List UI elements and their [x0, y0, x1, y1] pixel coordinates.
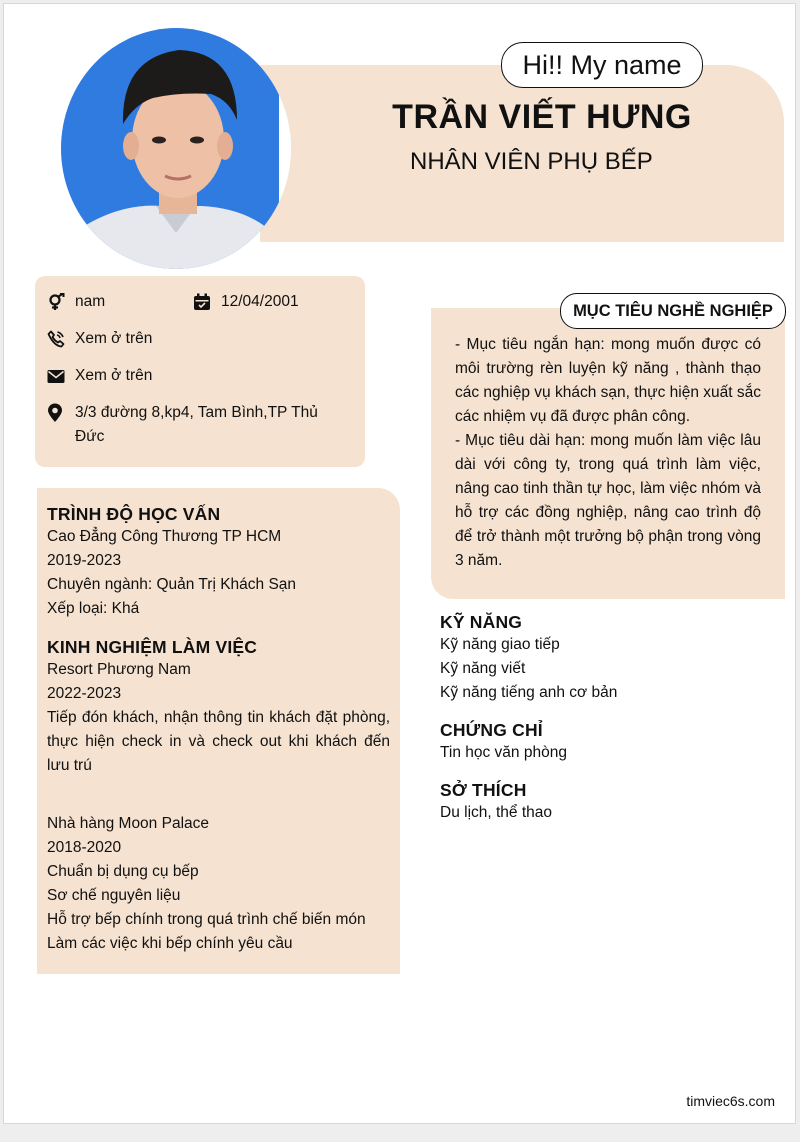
- profile-photo: [61, 28, 291, 269]
- job-2-duty: Sơ chế nguyên liệu: [47, 887, 181, 904]
- skill-item: Kỹ năng tiếng anh cơ bản: [440, 684, 618, 701]
- education-major: Chuyên ngành: Quản Trị Khách Sạn: [47, 576, 297, 593]
- phone-value: Xem ở trên: [75, 330, 153, 347]
- job-2-duty: Chuẩn bị dụng cụ bếp: [47, 863, 199, 880]
- job-2-years: 2018-2020: [47, 839, 122, 856]
- contact-gender: [47, 290, 105, 314]
- location-icon: [47, 401, 67, 425]
- education-years: 2019-2023: [47, 552, 122, 569]
- job-2-place: Nhà hàng Moon Palace: [47, 815, 210, 832]
- address-line-1: 3/3 đường 8,kp4, Tam Bình,TP Thủ: [75, 404, 318, 421]
- job-1-years: 2022-2023: [47, 685, 122, 702]
- mail-icon: [47, 364, 67, 388]
- job-2-duty: Làm các việc khi bếp chính yêu cầu: [47, 935, 293, 952]
- hobby-item: Du lịch, thể thao: [440, 804, 553, 821]
- gender-icon: [47, 290, 67, 314]
- education-school: Cao Đẳng Công Thương TP HCM: [47, 528, 282, 545]
- experience-title: KINH NGHIỆM LÀM VIỆC: [47, 637, 258, 657]
- email-value: Xem ở trên: [75, 367, 153, 384]
- certificate-item: Tin học văn phòng: [440, 744, 567, 761]
- job-1-description: Tiếp đón khách, nhận thông tin khách đặt phòng, thực hiện check in và check out khi khách đến lưu trú: [47, 709, 390, 774]
- skills-title: KỸ NĂNG: [440, 612, 523, 632]
- job-title: NHÂN VIÊN PHỤ BẾP: [410, 148, 653, 175]
- person-name: TRẦN VIẾT HƯNG: [392, 98, 692, 136]
- education-title: TRÌNH ĐỘ HỌC VẤN: [47, 504, 221, 524]
- hobbies-title: SỞ THÍCH: [440, 780, 527, 800]
- left-section-box: [37, 488, 400, 974]
- calendar-icon: [193, 290, 213, 314]
- phone-icon: [47, 327, 67, 351]
- objective-short-term: - Mục tiêu ngắn hạn: mong muốn được có môi trường rèn luyện kỹ năng , thành thạo các nghiệp vụ khách sạn, thực hiện xuất sắc các nhiệm vụ đã được phân công.: [455, 336, 761, 425]
- contact-birthday: [193, 290, 299, 314]
- job-1-place: Resort Phương Nam: [47, 661, 191, 678]
- footer-brand: timviec6s.com: [686, 1093, 775, 1109]
- education-grade: Xếp loại: Khá: [47, 600, 140, 617]
- contact-email: [47, 364, 152, 388]
- certificates-title: CHỨNG CHỈ: [440, 720, 543, 740]
- contact-box: [35, 276, 365, 467]
- objective-text: [455, 333, 761, 573]
- job-2-duty: Hỗ trợ bếp chính trong quá trình chế biến món: [47, 911, 366, 928]
- greeting-bubble: Hi!! My name: [501, 42, 703, 88]
- objective-title: MỤC TIÊU NGHỀ NGHIỆP: [560, 293, 786, 329]
- right-column: [440, 612, 770, 825]
- contact-address: [47, 401, 318, 449]
- skill-item: Kỹ năng giao tiếp: [440, 636, 560, 653]
- objective-long-term: - Mục tiêu dài hạn: mong muốn làm việc lâu dài với công ty, trong quá trình làm việc, nâng cao tinh thần tự học, làm việc nhóm và hỗ trợ các đồng nghiệp, nâng cao trình độ để trở thành một trưởng bộ phận trong vòng 3 năm.: [455, 432, 761, 569]
- birthday-value: 12/04/2001: [221, 293, 299, 310]
- gender-value: nam: [75, 293, 106, 310]
- contact-phone: [47, 327, 152, 351]
- cv-page: [3, 3, 796, 1124]
- skill-item: Kỹ năng viết: [440, 660, 526, 677]
- address-line-2: Đức: [75, 428, 105, 445]
